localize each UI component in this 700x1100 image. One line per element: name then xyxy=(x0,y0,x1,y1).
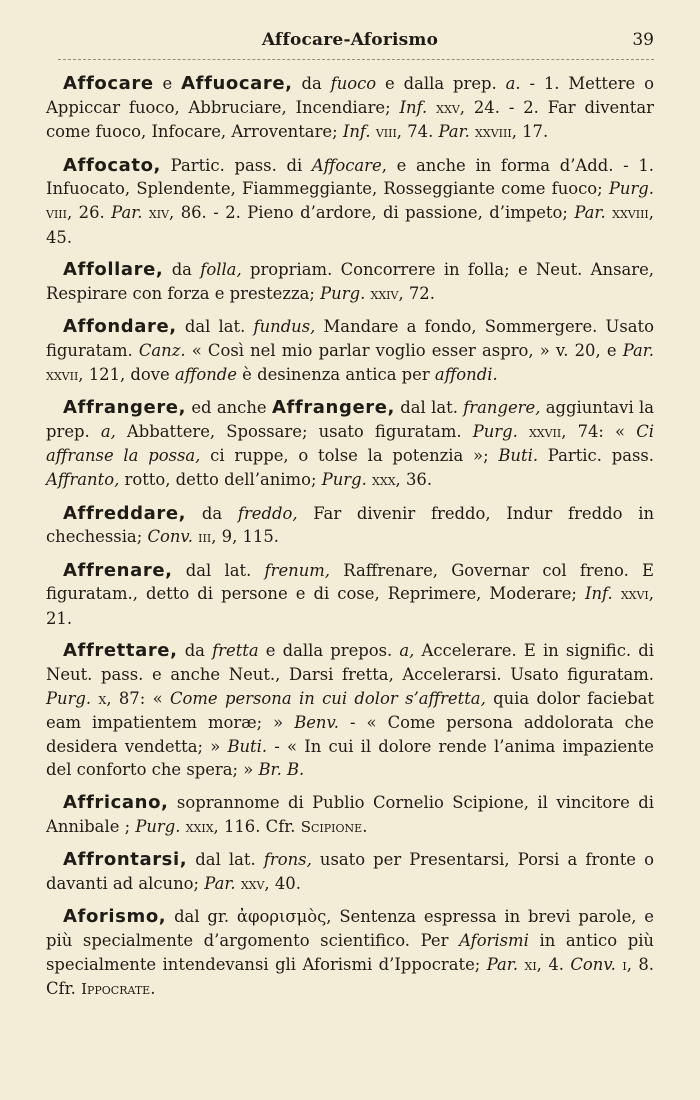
italic-text: a, xyxy=(100,421,116,441)
entry-text: , 40. xyxy=(264,873,301,893)
entry-text: , 72. xyxy=(398,283,435,303)
italic-text: fretta xyxy=(212,641,259,661)
entry-text: - « Come persona addolorata che desidera vendetta; » xyxy=(46,713,654,756)
italic-text: Canz. xyxy=(138,340,186,360)
entry-text: , 4. xyxy=(536,954,571,974)
entry-text: Mandare a fondo, Sommergere. Usato figuratam. xyxy=(46,317,654,360)
entry-text: Partic. pass. di xyxy=(160,155,312,175)
italic-text: folla, xyxy=(200,260,242,280)
entry-text: e dalla prep. xyxy=(376,74,506,93)
italic-text: freddo, xyxy=(237,503,298,523)
dictionary-entry xyxy=(46,396,654,492)
entry-text: dal lat. xyxy=(394,398,464,418)
headword: Affrangere, xyxy=(63,397,187,419)
italic-text: affonde xyxy=(174,364,237,384)
entry-text: ci ruppe, o tolse la potenzia »; xyxy=(200,446,499,466)
entry-text: da xyxy=(186,503,238,523)
small-caps-text: iii xyxy=(198,528,212,547)
entry-text: , 116. Cfr. xyxy=(213,816,301,836)
italic-text: Par. xyxy=(622,340,654,360)
italic-text: fuoco xyxy=(330,74,377,93)
italic-text: frenum, xyxy=(264,560,331,580)
entry-text: Raffrenare, Governar col freno. E figuratam., detto di persone e di cose, Reprimere, Moderare; xyxy=(46,560,654,604)
headword: Affollare, xyxy=(63,259,164,281)
entry-text xyxy=(427,98,436,117)
italic-text: Come persona in cui dolor s’affretta, xyxy=(169,688,486,708)
small-caps-text: xxviii xyxy=(475,123,512,142)
small-caps-text: xi xyxy=(524,955,537,974)
headword: Affreddare, xyxy=(63,502,187,524)
headword: Affrenare, xyxy=(63,559,173,581)
italic-text: Par. xyxy=(574,202,606,222)
italic-text: Purg. xyxy=(472,421,518,441)
small-caps-text: xxx xyxy=(372,470,396,489)
italic-text: Inf. xyxy=(399,97,428,117)
entry-text: . xyxy=(362,816,368,836)
entry-text: Abbattere, Spossare; usato figuratam. xyxy=(115,421,473,441)
italic-text: Benv. xyxy=(294,713,340,733)
italic-text: Purg. xyxy=(135,816,181,836)
entry-text: , 26. xyxy=(66,202,112,222)
italic-text: Buti. xyxy=(227,736,268,756)
entry-text: e xyxy=(153,74,182,93)
entry-text: , 74. xyxy=(396,122,439,142)
small-caps-text: xxvi xyxy=(620,585,649,604)
italic-text: Purg. xyxy=(320,283,366,303)
entry-text: dal lat. xyxy=(176,317,254,337)
entry-text: Far divenir freddo, Indur freddo in chechessia; xyxy=(46,503,654,547)
entry-text: in antico più specialmente intendevansi gli Aforismi d’Ippocrate; xyxy=(46,931,654,974)
small-caps-text: xxv xyxy=(240,874,265,893)
headword: Affricano, xyxy=(63,792,169,814)
entry-text: , 45. xyxy=(46,202,654,247)
entry-text: , 9, 115. xyxy=(211,527,279,547)
italic-text: Br. B. xyxy=(258,760,305,780)
small-caps-text: viii xyxy=(375,123,397,142)
running-head: Affocare-Aforismo xyxy=(261,30,439,50)
italic-text: Ci affranse la possa, xyxy=(46,421,654,466)
entries-list xyxy=(46,72,654,1002)
entry-text: ed anche xyxy=(186,398,272,418)
entry-text: , 8. Cfr. xyxy=(46,954,654,999)
italic-text: Purg. xyxy=(608,179,654,199)
small-caps-text: xxvii xyxy=(46,365,79,384)
entry-text: , 24. - 2. Far diventar come fuoco, Infocare, Arroventare; xyxy=(46,97,654,142)
small-caps-text: x xyxy=(98,689,107,708)
small-caps-text: xxv xyxy=(436,98,460,117)
entry-text: rotto, detto dell’animo; xyxy=(119,469,322,489)
entry-text: , 86. - 2. Pieno d’ardore, di passione, d’impeto; xyxy=(169,202,575,222)
entry-text: , 36. xyxy=(395,469,433,489)
headword: Affrettare, xyxy=(63,640,178,662)
headword: Aforismo, xyxy=(63,906,167,928)
italic-text: frons, xyxy=(263,850,312,870)
small-caps-text: xiv xyxy=(148,203,170,222)
dictionary-entry xyxy=(46,502,654,550)
small-caps-text: xxviii xyxy=(612,203,649,222)
entry-text: usato per Presentarsi, Porsi a fronte o davanti ad alcuno; xyxy=(46,850,654,893)
entry-text xyxy=(613,584,621,603)
entry-text: , 87: « xyxy=(106,688,170,708)
entry-text: propriam. Concorrere in folla; e Neut. Ansare, Respirare con forza e prestezza; xyxy=(46,260,654,303)
small-caps-text: i xyxy=(622,955,627,974)
small-caps-text: xxiv xyxy=(370,284,399,303)
italic-text: affondi. xyxy=(434,364,498,384)
entry-text: , 17. xyxy=(511,122,549,142)
headword: Affocare xyxy=(63,73,154,94)
dictionary-entry xyxy=(46,72,654,145)
entry-text: . - 1. Mettere o Appiccar fuoco, Abbruciare, Incendiare; xyxy=(46,74,654,117)
italic-text: Par. xyxy=(111,202,143,222)
entry-text: « Così nel mio parlar voglio esser aspro, » v. 20, e xyxy=(185,340,623,360)
dictionary-entry xyxy=(46,848,654,896)
italic-text: Par. xyxy=(204,873,236,893)
italic-text: Purg. xyxy=(321,469,367,489)
dictionary-entry xyxy=(46,258,654,306)
italic-text: Aforismi xyxy=(459,931,529,950)
headword: Affuocare, xyxy=(181,73,293,94)
entry-text: , 21. xyxy=(46,584,654,628)
entry-text: dal gr. ἀφορισμὸς, Sentenza espressa in brevi parole, e più specialmente d’argomento scientifico. Per xyxy=(46,907,654,950)
headword: Affrangere, xyxy=(271,397,395,419)
dictionary-entry xyxy=(46,315,654,387)
entry-text: Partic. pass. xyxy=(538,446,654,466)
entry-text: e dalla prepos. xyxy=(258,641,400,661)
entry-text: . xyxy=(150,979,156,999)
entry-text: - « In cui il dolore rende l’anima impaziente del conforto che spera; » xyxy=(46,736,654,780)
entry-text xyxy=(518,422,529,441)
dictionary-entry xyxy=(46,905,654,1001)
italic-text: Inf. xyxy=(585,584,613,604)
italic-text: Inf. xyxy=(342,122,371,142)
italic-text: a xyxy=(505,74,516,93)
italic-text: a, xyxy=(399,641,415,661)
italic-text: frangere, xyxy=(463,398,541,418)
italic-text: fundus, xyxy=(253,317,316,337)
entry-text: da xyxy=(177,641,213,661)
headword: Affrontarsi, xyxy=(63,849,188,871)
entry-text: soprannome di Publio Cornelio Scipione, il vincitore di Annibale ; xyxy=(46,793,654,836)
dictionary-entry xyxy=(46,154,654,249)
small-caps-text: Ippocrate xyxy=(81,980,151,999)
page-header xyxy=(46,30,654,58)
italic-text: Buti. xyxy=(498,446,539,466)
italic-text: Conv. xyxy=(570,954,616,974)
headword: Affocato, xyxy=(63,154,161,176)
small-caps-text: viii xyxy=(46,203,67,222)
small-caps-text: xxvii xyxy=(528,422,562,441)
entry-text: dal lat. xyxy=(172,560,265,580)
headword: Affondare, xyxy=(63,316,177,338)
italic-text: Purg. xyxy=(46,688,92,708)
entry-text: è desinenza antica per xyxy=(236,364,435,384)
entry-text: aggiuntavi la prep. xyxy=(46,398,655,441)
italic-text: Conv. xyxy=(147,527,193,547)
entry-text: da xyxy=(163,260,201,280)
entry-text: da xyxy=(292,74,331,93)
small-caps-text: Scipione xyxy=(300,817,363,836)
dictionary-entry xyxy=(46,639,654,782)
entry-text: , 74: « xyxy=(561,421,637,441)
italic-text: Par. xyxy=(486,954,519,974)
small-caps-text: xxix xyxy=(185,817,214,836)
dictionary-entry xyxy=(46,791,654,839)
entry-text: quia dolor faciebat eam impatientem moræ; » xyxy=(46,688,654,733)
entry-text: , e anche in forma d’Add. - 1. Infuocato, Splendente, Fiammeggiante, Rosseggiante come fuoco; xyxy=(46,155,654,199)
entry-text: , 121, dove xyxy=(78,364,175,384)
dictionary-entry xyxy=(46,559,654,631)
italic-text: Affranto, xyxy=(46,469,120,489)
page-number: 39 xyxy=(632,30,654,50)
italic-text: Affocare xyxy=(311,155,382,175)
header-rule xyxy=(58,59,654,60)
entry-text: Accelerare. E in signific. di Neut. pass. e anche Neut., Darsi fretta, Accelerarsi. Usato figuratam. xyxy=(46,641,654,685)
entry-text: dal lat. xyxy=(187,850,264,870)
italic-text: Par. xyxy=(438,122,470,142)
